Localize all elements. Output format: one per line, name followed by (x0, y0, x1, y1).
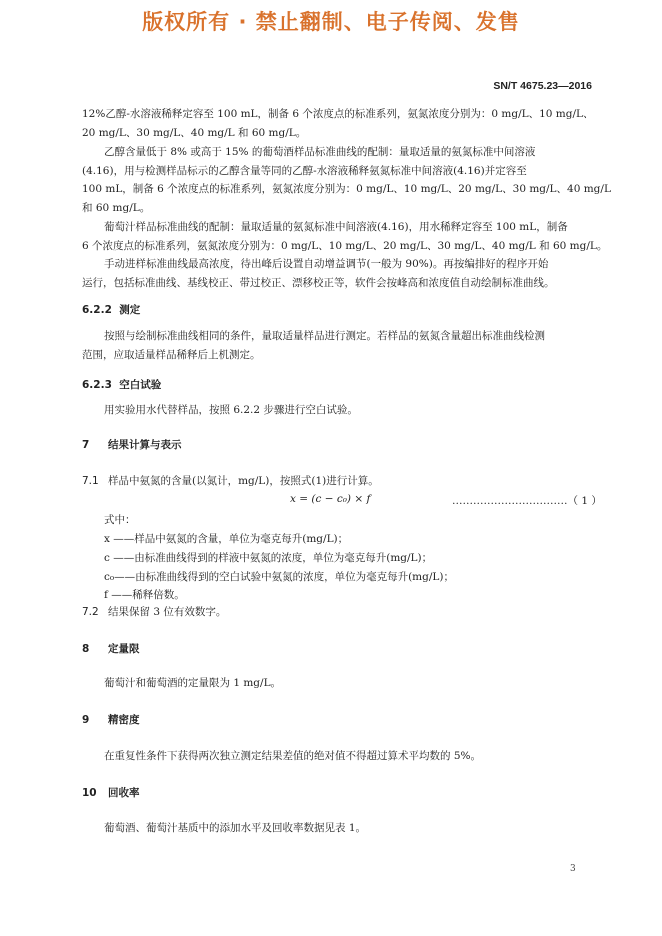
variable-definition: c ——由标准曲线得到的样液中氨氮的浓度，单位为毫克每升(mg/L)； (104, 552, 433, 564)
clause-number: 7.1 (82, 475, 99, 487)
section-number: 6.2.3 (82, 379, 112, 391)
section-title: 测定 (119, 304, 141, 316)
paragraph-line: 和 60 mg/L。 (82, 202, 151, 214)
paragraph-line: 12%乙醇-水溶液稀释定容至 100 mL，制备 6 个浓度点的标准系列，氨氮浓度分别为：0 mg/L、10 mg/L、 (82, 108, 594, 120)
paragraph-line: 运行，包括标准曲线、基线校正、带过校正、漂移校正等，软件会按峰高和浓度值自动绘制标准曲线。 (82, 277, 555, 289)
clause-7-1 (82, 473, 379, 488)
variable-definition: x ——样品中氨氮的含量，单位为毫克每升(mg/L)； (104, 533, 349, 545)
paragraph-line: 乙醇含量低于 8% 或高于 15% 的葡萄酒样品标准曲线的配制：量取适量的氨氮标准中间溶液 (104, 146, 536, 158)
clause-text: 结果保留 3 位有效数字。 (108, 606, 227, 618)
section-title: 精密度 (108, 714, 140, 726)
paragraph-line: 范围，应取适量样品稀释后上机测定。 (82, 349, 261, 361)
section-title: 空白试验 (119, 379, 162, 391)
paragraph-line: 6 个浓度点的标准系列，氨氮浓度分别为：0 mg/L、10 mg/L、20 mg/L、30 mg/L、40 mg/L 和 60 mg/L。 (82, 240, 608, 252)
section-heading-8 (82, 641, 140, 656)
section-heading-10 (82, 785, 140, 800)
paragraph-line: 100 mL，制备 6 个浓度点的标准系列，氨氮浓度分别为：0 mg/L、10 mg/L、20 mg/L、30 mg/L、40 mg/L (82, 183, 611, 195)
section-number: 7 (82, 439, 90, 451)
paragraph-line: 在重复性条件下获得两次独立测定结果差值的绝对值不得超过算术平均数的 5%。 (104, 750, 481, 762)
section-title: 回收率 (108, 787, 140, 799)
section-title: 定量限 (108, 643, 140, 655)
variable-definition: f ——稀释倍数。 (104, 589, 185, 601)
paragraph-line: (4.16)，用与检测样品标示的乙醇含量等同的乙醇-水溶液稀释氨氮标准中间溶液(4.16)并定容至 (82, 165, 527, 177)
paragraph-line: 葡萄汁样品标准曲线的配制：量取适量的氨氮标准中间溶液(4.16)，用水稀释定容至 100 mL，制备 (104, 221, 568, 233)
paragraph-line: 葡萄汁和葡萄酒的定量限为 1 mg/L。 (104, 677, 282, 689)
section-heading-7 (82, 437, 182, 452)
clause-text: 样品中氨氮的含量(以氮计，mg/L)，按照式(1)进行计算。 (108, 475, 379, 487)
clause-number: 7.2 (82, 606, 99, 618)
paragraph-line: 按照与绘制标准曲线相同的条件，量取适量样品进行测定。若样品的氨氮含量超出标准曲线检测 (104, 330, 545, 342)
section-number: 6.2.2 (82, 304, 112, 316)
paragraph-line: 手动进样标准曲线最高浓度，待出峰后设置自动增益调节(一般为 90%)。再按编排好的程序开始 (104, 258, 549, 270)
page-number: 3 (570, 864, 576, 874)
paragraph-line: 用实验用水代替样品，按照 6.2.2 步骤进行空白试验。 (104, 404, 358, 416)
paragraph-line: 20 mg/L、30 mg/L、40 mg/L 和 60 mg/L。 (82, 127, 307, 139)
section-title: 结果计算与表示 (108, 439, 182, 451)
section-number: 8 (82, 643, 90, 655)
section-heading-9 (82, 712, 140, 727)
clause-7-2 (82, 604, 226, 619)
where-label: 式中： (104, 514, 136, 526)
section-heading-6-2-3 (82, 377, 161, 392)
standard-number: SN/T 4675.23—2016 (493, 80, 592, 92)
section-heading-6-2-2 (82, 302, 140, 317)
section-number: 9 (82, 714, 90, 726)
watermark-copyright: 版权所有 · 禁止翻制、电子传阅、发售 (142, 10, 520, 34)
section-number: 10 (82, 787, 97, 799)
equation-formula: x = (c − c₀) × f (290, 493, 371, 505)
variable-definition: c₀——由标准曲线得到的空白试验中氨氮的浓度，单位为毫克每升(mg/L)； (104, 571, 454, 583)
paragraph-line: 葡萄酒、葡萄汁基质中的添加水平及回收率数据见表 1。 (104, 822, 367, 834)
equation-number: ……………………………（ 1 ） (452, 495, 602, 507)
